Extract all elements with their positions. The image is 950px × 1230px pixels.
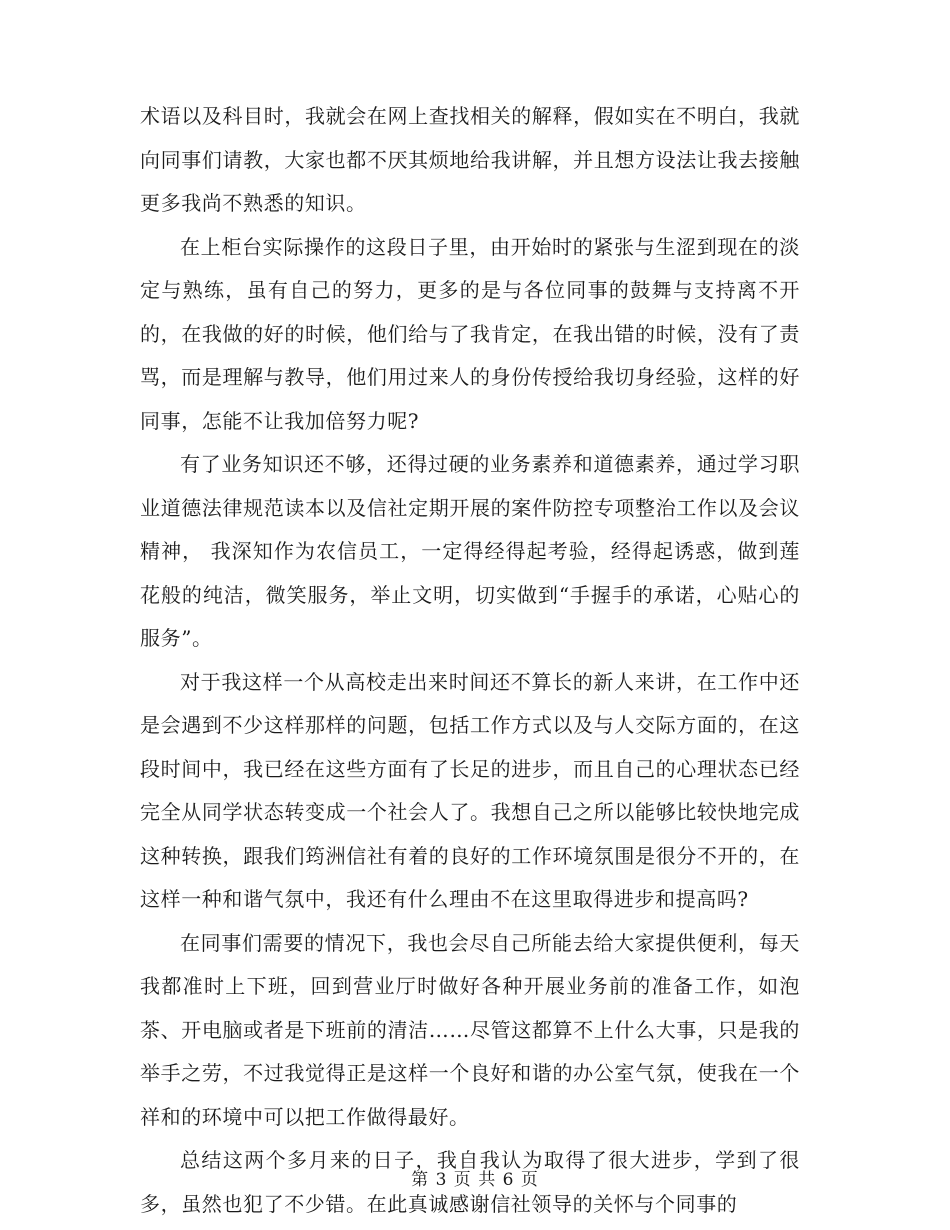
paragraph-5: 在同事们需要的情况下，我也会尽自己所能去给大家提供便利，每天我都准时上下班，回到营业厅时做好各种开展业务前的准备工作，如泡茶、开电脑或者是下班前的清洁……尽管这都算不上什么大事，只是我的举手之劳，不过我觉得正是这样一个良好和谐的办公室气氛，使我在一个祥和的环境中可以把工作做得最好。: [140, 930, 800, 1129]
paragraph-1: 术语以及科目时，我就会在网上查找相关的解释，假如实在不明白，我就向同事们请教，大家也都不厌其烦地给我讲解，并且想方设法让我去接触更多我尚不熟悉的知识。: [140, 104, 800, 215]
document-body: [140, 95, 800, 1226]
paragraph-2: 在上柜台实际操作的这段日子里，由开始时的紧张与生涩到现在的淡定与熟练，虽有自己的努力，更多的是与各位同事的鼓舞与支持离不开的，在我做的好的时候，他们给与了我肯定，在我出错的时候，没有了责骂，而是理解与教导，他们用过来人的身份传授给我切身经验，这样的好同事，怎能不让我加倍努力呢?: [140, 234, 800, 433]
paragraph-3: 有了业务知识还不够，还得过硬的业务素养和道德素养，通过学习职业道德法律规范读本以及信社定期开展的案件防控专项整治工作以及会议精神， 我深知作为农信员工，一定得经得起考验，经得起诱惑，做到莲花般的纯洁，微笑服务，举止文明，切实做到“手握手的承诺，心贴心的服务”。: [140, 452, 800, 650]
paragraph-6: 总结这两个多月来的日子，我自我认为取得了很大进步，学到了很多，虽然也犯了不少错。在此真诚感谢信社领导的关怀与个同事的: [140, 1148, 800, 1216]
paragraph-4: 对于我这样一个从高校走出来时间还不算长的新人来讲，在工作中还是会遇到不少这样那样的问题，包括工作方式以及与人交际方面的，在这段时间中，我已经在这些方面有了长足的进步，而且自己的心理状态已经完全从同学状态转变成一个社会人了。我想自己之所以能够比较快地完成这种转换，跟我们筠洲信社有着的良好的工作环境氛围是很分不开的，在这样一种和谐气氛中，我还有什么理由不在这里取得进步和提高吗?: [140, 669, 800, 911]
page-number-footer: 第 3 页 共 6 页: [411, 1170, 539, 1190]
